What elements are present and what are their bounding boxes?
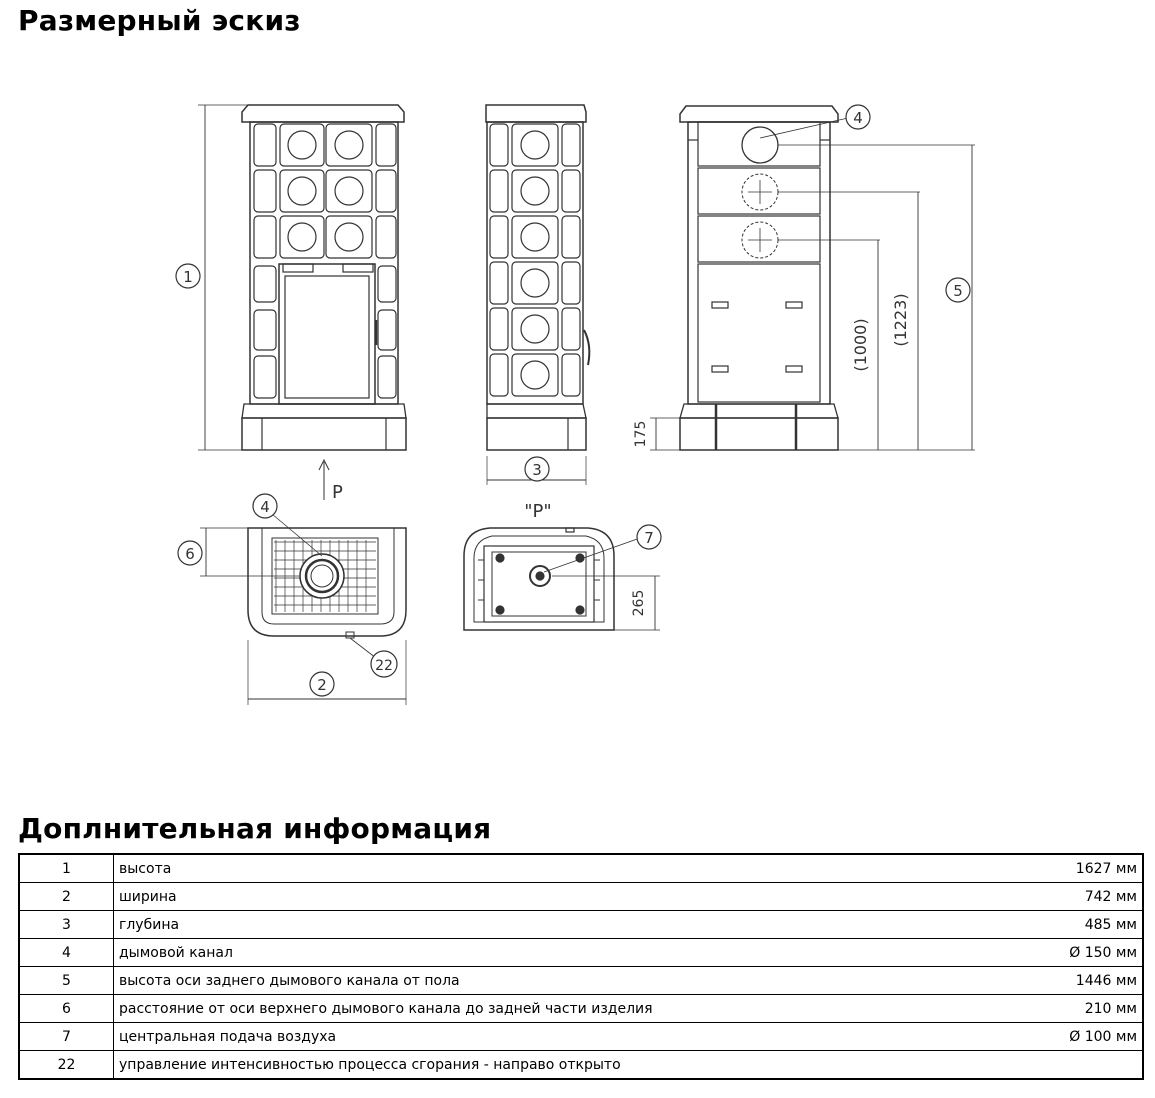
view-p	[464, 501, 661, 630]
info-title: Доплнительная информация	[18, 812, 492, 845]
view-arrow-label: P	[332, 482, 343, 503]
cell-val	[1012, 1051, 1143, 1080]
callout-5: 5	[953, 282, 963, 300]
cell-desc: глубина	[114, 911, 1013, 939]
table-row	[19, 911, 1143, 939]
cell-num: 3	[19, 911, 114, 939]
cell-num: 7	[19, 1023, 114, 1051]
callout-2: 2	[317, 676, 327, 694]
dim-1223: (1223)	[891, 293, 910, 347]
cell-val: 1627 мм	[1012, 854, 1143, 883]
side-tiles	[490, 124, 580, 396]
cell-desc: центральная подача воздуха	[114, 1023, 1013, 1051]
cell-num: 2	[19, 883, 114, 911]
table-row	[19, 854, 1143, 883]
dimension-drawing	[0, 80, 1155, 750]
dim-175: 175	[633, 420, 649, 448]
sketch-title: Размерный эскиз	[18, 4, 301, 37]
cell-val: 210 мм	[1012, 995, 1143, 1023]
cell-num: 5	[19, 967, 114, 995]
cell-val: 485 мм	[1012, 911, 1143, 939]
cell-num: 22	[19, 1051, 114, 1080]
front-view	[176, 105, 406, 503]
table-row	[19, 995, 1143, 1023]
cell-desc: высота оси заднего дымового канала от пола	[114, 967, 1013, 995]
cell-desc: управление интенсивностью процесса сгорания - направо открыто	[114, 1051, 1013, 1080]
front-tiles	[254, 124, 396, 258]
callout-4-top: 4	[260, 498, 270, 516]
cell-val: 742 мм	[1012, 883, 1143, 911]
table-row	[19, 967, 1143, 995]
back-view	[633, 105, 975, 450]
view-p-label: "P"	[524, 501, 552, 522]
info-table	[18, 853, 1144, 1080]
top-view	[178, 494, 406, 705]
callout-6: 6	[185, 545, 195, 563]
callout-22: 22	[375, 658, 393, 674]
dim-265: 265	[631, 589, 647, 617]
cell-val: 1446 мм	[1012, 967, 1143, 995]
table-row	[19, 1051, 1143, 1080]
cell-val: Ø 150 мм	[1012, 939, 1143, 967]
table-row	[19, 939, 1143, 967]
table-row	[19, 883, 1143, 911]
callout-1: 1	[183, 268, 193, 286]
cell-desc: ширина	[114, 883, 1013, 911]
callout-4-back: 4	[853, 109, 863, 127]
callout-3: 3	[532, 461, 542, 479]
cell-num: 6	[19, 995, 114, 1023]
dim-1000: (1000)	[851, 318, 870, 372]
callout-7: 7	[644, 529, 654, 547]
cell-num: 4	[19, 939, 114, 967]
cell-val: Ø 100 мм	[1012, 1023, 1143, 1051]
cell-desc: расстояние от оси верхнего дымового канала до задней части изделия	[114, 995, 1013, 1023]
cell-num: 1	[19, 854, 114, 883]
side-view	[486, 105, 589, 485]
table-row	[19, 1023, 1143, 1051]
cell-desc: дымовой канал	[114, 939, 1013, 967]
cell-desc: высота	[114, 854, 1013, 883]
